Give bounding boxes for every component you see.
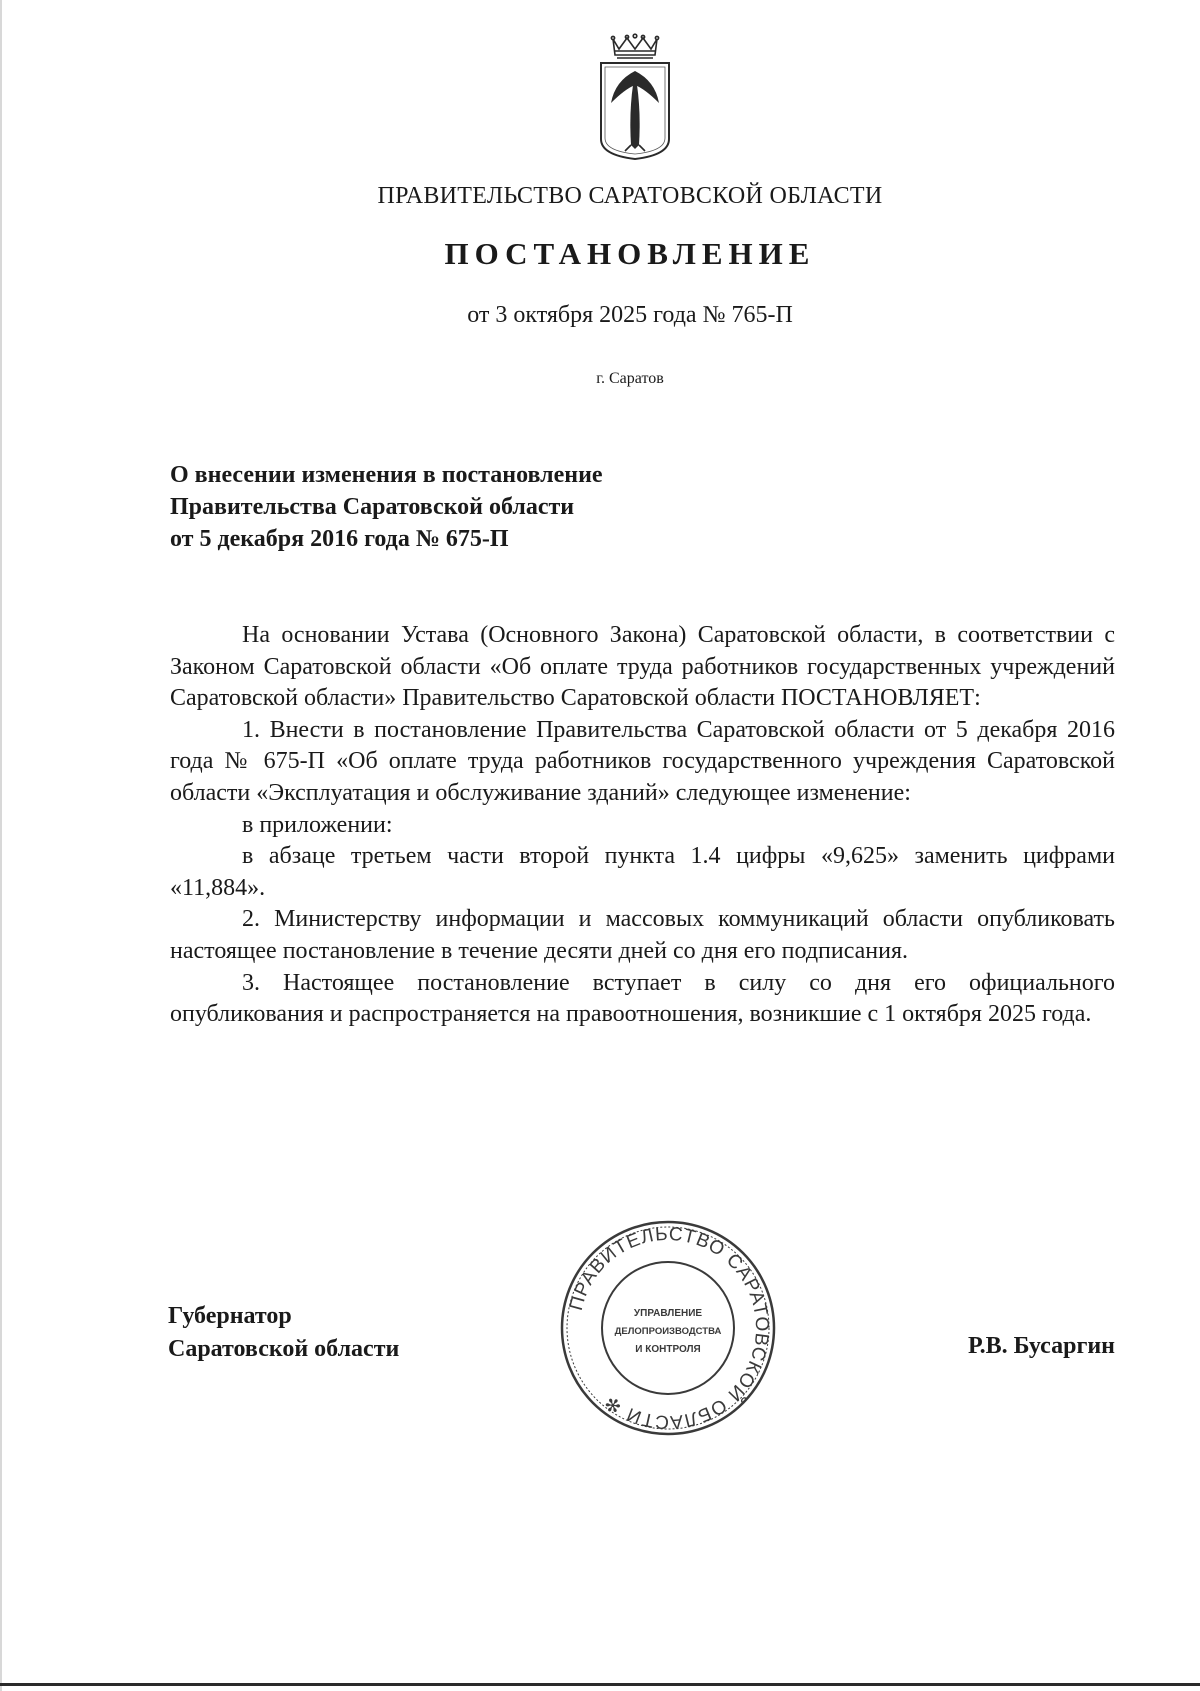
saratov-coat-of-arms-icon [595,33,675,161]
svg-text:ПРАВИТЕЛЬСТВО САРАТОВСКОЙ ОБЛА: ПРАВИТЕЛЬСТВО САРАТОВСКОЙ ОБЛАСТИ ✻ [565,1223,773,1433]
official-seal-icon [558,1218,778,1438]
subject-line: О внесении изменения в постановление [170,462,603,488]
item-1-paragraph: 1. Внести в постановление Правительства Саратовской области от 5 декабря 2016 года № 675-П «Об оплате труда работников государственного учреждения Саратовской области «Эксплуатация и обслуживание зданий» следующее изменение: [170,716,1115,806]
document-body [170,620,1115,1031]
document-type-title: ПОСТАНОВЛЕНИЕ [444,236,816,271]
position-line: Саратовской области [168,1336,400,1362]
svg-text:И КОНТРОЛЯ: И КОНТРОЛЯ [635,1344,701,1355]
signatory-position [168,1300,498,1366]
item-1-sub-paragraph: в абзаце третьем части второй пункта 1.4 цифры «9,625» заменить цифрами «11,884». [170,843,1115,901]
item-3-paragraph: 3. Настоящее постановление вступает в силу со дня его официального опубликования и распространяется на правоотношения, возникшие с 1 октября 2025 года. [170,969,1115,1028]
position-line: Губернатор [168,1303,292,1329]
document-city: г. Саратов [596,370,664,387]
preamble-paragraph: На основании Устава (Основного Закона) Саратовской области, в соответствии с Законом Саратовской области «Об оплате труда работников государственных учреждений Саратовской области» Правительство Саратовской области ПОСТАНОВЛЯЕТ: [170,622,1115,712]
signatory-name: Р.В. Бусаргин [967,1333,1115,1359]
subject-line: Правительства Саратовской области [170,494,575,520]
scan-bottom-edge [0,1683,1200,1686]
item-2-paragraph: 2. Министерству информации и массовых коммуникаций области опубликовать настоящее постановление в течение десяти дней со дня его подписания. [170,906,1115,964]
subject-line: от 5 декабря 2016 года № 675-П [170,526,509,552]
document-date-number: от 3 октября 2025 года № 765-П [467,302,793,328]
svg-text:УПРАВЛЕНИЕ: УПРАВЛЕНИЕ [633,1308,703,1319]
document-subject [170,459,870,555]
svg-text:ДЕЛОПРОИЗВОДСТВА: ДЕЛОПРОИЗВОДСТВА [614,1326,722,1337]
item-1-sub-paragraph: в приложении: [242,811,393,838]
government-title: ПРАВИТЕЛЬСТВО САРАТОВСКОЙ ОБЛАСТИ [377,183,883,209]
